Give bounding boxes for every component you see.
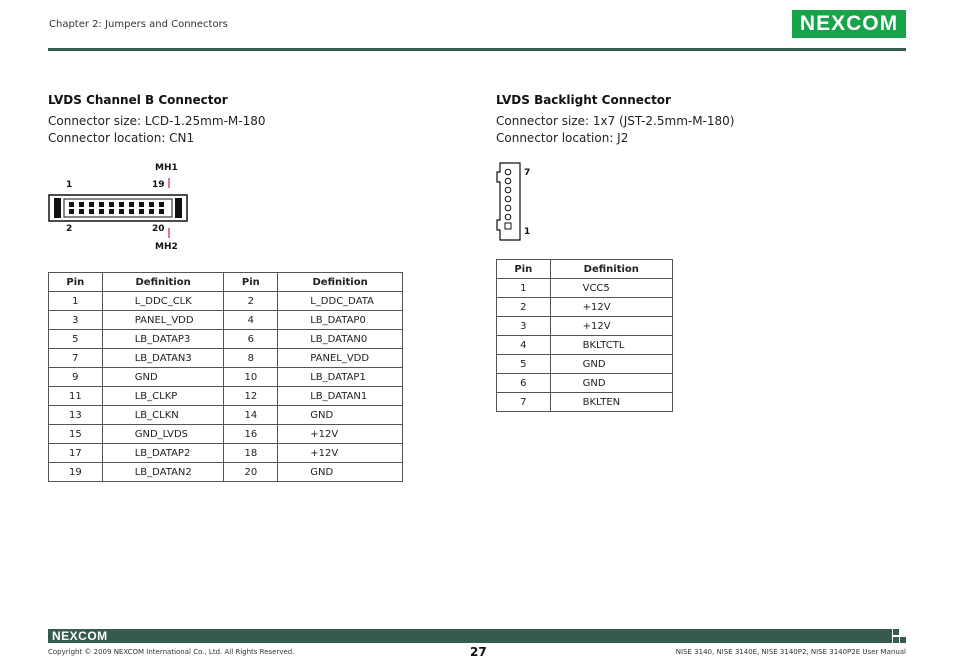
lvds-backlight-title: LVDS Backlight Connector — [496, 93, 671, 107]
connector-pin — [505, 223, 511, 229]
connector-pin — [69, 209, 74, 214]
table-row — [49, 330, 403, 349]
header-pin: Pin — [49, 273, 103, 292]
pin-cell: 18 — [224, 444, 278, 463]
connector-pin — [505, 187, 511, 193]
header-pin: Pin — [497, 260, 551, 279]
pin-cell: 6 — [497, 374, 551, 393]
header-definition: Definition — [550, 260, 672, 279]
definition-cell: LB_CLKP — [102, 387, 224, 406]
definition-cell: LB_DATAN2 — [102, 463, 224, 482]
definition-cell: L_DDC_DATA — [278, 292, 403, 311]
nexcom-logo: NEXCOM — [792, 10, 906, 38]
definition-cell: VCC5 — [550, 279, 672, 298]
definition-cell: L_DDC_CLK — [102, 292, 224, 311]
header-definition: Definition — [278, 273, 403, 292]
connector-pin — [139, 202, 144, 207]
connector-pin — [79, 209, 84, 214]
pin7-label: 7 — [524, 168, 531, 178]
pin-cell: 8 — [224, 349, 278, 368]
definition-cell: +12V — [550, 317, 672, 336]
pin-cell: 11 — [49, 387, 103, 406]
pin-cell: 3 — [497, 317, 551, 336]
table-row — [49, 292, 403, 311]
definition-cell: LB_DATAN1 — [278, 387, 403, 406]
connector-pin — [109, 209, 114, 214]
footer-bar — [48, 629, 892, 643]
connector-pin — [89, 202, 94, 207]
connector-pin — [109, 202, 114, 207]
table-row — [49, 387, 403, 406]
connector-pin — [139, 209, 144, 214]
pin-cell: 10 — [224, 368, 278, 387]
table-row — [49, 311, 403, 330]
pin-cell: 5 — [497, 355, 551, 374]
connector-pin — [505, 214, 511, 220]
connector-pin — [99, 202, 104, 207]
pin2-label: 2 — [66, 224, 73, 234]
pin-cell: 1 — [497, 279, 551, 298]
backlight-connector-diagram — [496, 162, 522, 242]
pin-cell: 12 — [224, 387, 278, 406]
header-divider — [48, 48, 906, 51]
definition-cell: PANEL_VDD — [278, 349, 403, 368]
pin-cell: 16 — [224, 425, 278, 444]
mh2-label: MH2 — [155, 242, 178, 252]
connector-pin — [89, 209, 94, 214]
table-row — [497, 393, 673, 412]
pin-cell: 19 — [49, 463, 103, 482]
definition-cell: LB_DATAN3 — [102, 349, 224, 368]
connector-size: Connector size: 1x7 (JST-2.5mm-M-180) — [496, 114, 735, 128]
connector-pin — [505, 196, 511, 202]
chapter-title: Chapter 2: Jumpers and Connectors — [49, 19, 228, 30]
table-row — [49, 406, 403, 425]
pin-cell: 14 — [224, 406, 278, 425]
definition-cell: LB_DATAP1 — [278, 368, 403, 387]
connector-pin — [119, 209, 124, 214]
definition-cell: GND — [278, 463, 403, 482]
table-row — [49, 425, 403, 444]
definition-cell: GND_LVDS — [102, 425, 224, 444]
footer-square-decoration — [893, 637, 899, 643]
lvds-backlight-info — [496, 113, 734, 147]
pin-cell: 17 — [49, 444, 103, 463]
lvds-channel-b-title: LVDS Channel B Connector — [48, 93, 228, 107]
definition-cell: GND — [550, 355, 672, 374]
footer-square-decoration — [893, 629, 899, 635]
connector-pin — [119, 202, 124, 207]
definition-cell: +12V — [278, 425, 403, 444]
lcd-connector-diagram — [48, 176, 190, 238]
pin-cell: 3 — [49, 311, 103, 330]
lvds-backlight-table — [496, 259, 673, 412]
connector-pin — [159, 209, 164, 214]
connector-pin — [505, 205, 511, 211]
connector-pin — [79, 202, 84, 207]
connector-pin — [505, 169, 511, 175]
definition-cell: LB_DATAP0 — [278, 311, 403, 330]
table-row — [497, 279, 673, 298]
table-row — [49, 444, 403, 463]
definition-cell: LB_DATAN0 — [278, 330, 403, 349]
pin-cell: 4 — [224, 311, 278, 330]
page-number: 27 — [470, 645, 487, 659]
pin-cell: 6 — [224, 330, 278, 349]
pin-cell: 5 — [49, 330, 103, 349]
pin-cell: 2 — [224, 292, 278, 311]
pin19-label: 19 — [152, 180, 165, 190]
connector-location: Connector location: J2 — [496, 131, 629, 145]
table-row — [497, 374, 673, 393]
pin-cell: 7 — [497, 393, 551, 412]
pin20-label: 20 — [152, 224, 165, 234]
definition-cell: GND — [550, 374, 672, 393]
connector-pin — [129, 209, 134, 214]
definition-cell: PANEL_VDD — [102, 311, 224, 330]
connector-location: Connector location: CN1 — [48, 131, 195, 145]
pin-cell: 13 — [49, 406, 103, 425]
table-row — [49, 463, 403, 482]
connector-pin — [69, 202, 74, 207]
lvds-channel-b-info — [48, 113, 265, 147]
connector-pin — [149, 209, 154, 214]
mh1-label: MH1 — [155, 163, 178, 173]
pin-cell: 4 — [497, 336, 551, 355]
pin-cell: 20 — [224, 463, 278, 482]
pin1-label: 1 — [66, 180, 73, 190]
table-row — [497, 336, 673, 355]
table-header-row — [497, 260, 673, 279]
definition-cell: +12V — [278, 444, 403, 463]
connector-pin — [505, 178, 511, 184]
connector-pin — [149, 202, 154, 207]
table-row — [49, 349, 403, 368]
pin-cell: 2 — [497, 298, 551, 317]
definition-cell: GND — [102, 368, 224, 387]
connector-pin — [129, 202, 134, 207]
table-header-row — [49, 273, 403, 292]
definition-cell: LB_DATAP3 — [102, 330, 224, 349]
header-definition: Definition — [102, 273, 224, 292]
pin-cell: 7 — [49, 349, 103, 368]
table-row — [49, 368, 403, 387]
copyright-text: Copyright © 2009 NEXCOM International Co., Ltd. All Rights Reserved. — [48, 648, 295, 656]
table-row — [497, 355, 673, 374]
connector-pin — [99, 209, 104, 214]
pin-cell: 9 — [49, 368, 103, 387]
definition-cell: LB_DATAP2 — [102, 444, 224, 463]
definition-cell: BKLTCTL — [550, 336, 672, 355]
footer-square-decoration — [900, 637, 906, 643]
table-row — [497, 317, 673, 336]
footer-nexcom-logo: NEXCOM — [52, 629, 108, 643]
definition-cell: GND — [278, 406, 403, 425]
pin1-label: 1 — [524, 227, 531, 237]
lvds-channel-b-table — [48, 272, 403, 482]
pin-cell: 15 — [49, 425, 103, 444]
definition-cell: LB_CLKN — [102, 406, 224, 425]
manual-title: NISE 3140, NISE 3140E, NISE 3140P2, NISE 3140P2E User Manual — [675, 648, 906, 656]
table-row — [497, 298, 673, 317]
connector-size: Connector size: LCD-1.25mm-M-180 — [48, 114, 266, 128]
header-pin: Pin — [224, 273, 278, 292]
definition-cell: BKLTEN — [550, 393, 672, 412]
connector-pin — [159, 202, 164, 207]
pin-cell: 1 — [49, 292, 103, 311]
definition-cell: +12V — [550, 298, 672, 317]
